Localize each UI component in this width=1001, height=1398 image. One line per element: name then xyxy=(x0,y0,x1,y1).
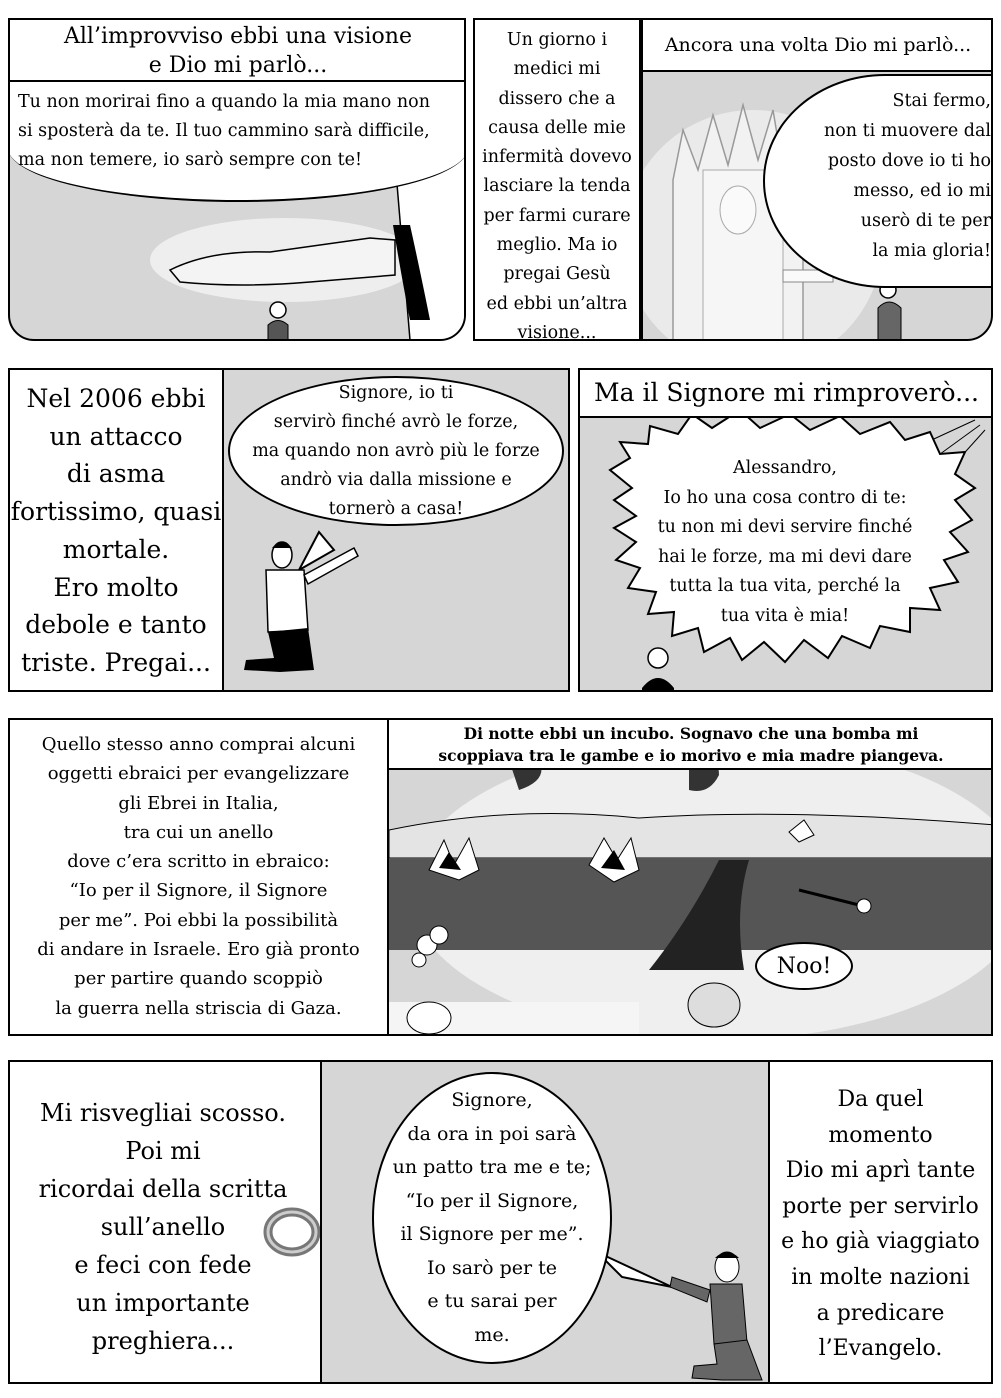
caption-line: Di notte ebbi un incubo. Sognavo che una bomba mi xyxy=(463,724,919,743)
caption-line: per farmi curare xyxy=(483,205,631,226)
panel-nightmare xyxy=(387,718,993,1036)
caption-line: l’Evangelo. xyxy=(818,1336,943,1362)
caption-line: visione... xyxy=(517,322,597,341)
caption-line: per partire quando scoppiò xyxy=(74,968,323,990)
speech-line: ma non temere, io sarò sempre con te! xyxy=(18,150,363,170)
panel-prayer-kneeling xyxy=(222,368,570,692)
caption-line: la guerra nella striscia di Gaza. xyxy=(55,997,342,1019)
caption-line: Mi risvegliai scosso. xyxy=(40,1099,286,1127)
caption-line: preghiera... xyxy=(91,1327,235,1355)
caption-line: medici mi xyxy=(513,59,601,80)
speech-line: da ora in poi sarà xyxy=(407,1122,577,1145)
caption-line: “Io per il Signore, il Signore xyxy=(69,880,328,902)
speech-line: andrò via dalla missione e xyxy=(280,469,512,490)
caption-line: mortale. xyxy=(62,534,170,564)
caption-line: in molte nazioni xyxy=(791,1264,970,1290)
speech-line: me. xyxy=(474,1323,510,1346)
speech-line: Alessandro, xyxy=(733,458,837,478)
speech-line: non ti muovere dal xyxy=(824,121,991,141)
ring-icon xyxy=(262,1202,322,1262)
panel-asthma-caption xyxy=(8,368,224,692)
caption-line: ed ebbi un’altra xyxy=(486,293,628,314)
panel-covenant-prayer xyxy=(320,1060,770,1384)
caption-line: Un giorno i xyxy=(506,30,608,50)
caption-line: e Dio mi parlò... xyxy=(148,53,328,78)
man-speech-bubble xyxy=(372,1072,612,1364)
caption-line: sull’anello xyxy=(100,1213,226,1241)
speech-line: “Io per il Signore, xyxy=(405,1189,579,1212)
caption-line: ricordai della scritta xyxy=(38,1175,288,1203)
caption-line: per me”. Poi ebbi la possibilità xyxy=(58,909,339,931)
caption-line: triste. Pregai... xyxy=(21,647,211,677)
speech-line: Stai fermo, xyxy=(892,91,991,111)
panel-doctors-caption xyxy=(473,18,641,341)
caption-line: dove c’era scritto in ebraico: xyxy=(67,851,330,873)
caption-line: un attacco xyxy=(49,421,183,451)
caption-line: dissero che a xyxy=(498,88,616,109)
caption-line: Quello stesso anno comprai alcuni xyxy=(41,734,356,755)
caption-line: oggetti ebraici per evangelizzare xyxy=(47,763,350,785)
speech-line: tornerò a casa! xyxy=(328,498,464,519)
mother-speech-bubble: Noo! xyxy=(755,942,853,990)
panel8-caption xyxy=(387,718,993,770)
speech-line: si sposterà da te. Il tuo cammino sarà difficile, xyxy=(18,121,430,141)
speech-line: un patto tra me e te; xyxy=(392,1156,592,1178)
caption-line: e ho già viaggiato xyxy=(781,1229,980,1255)
caption-line: di asma xyxy=(66,459,166,489)
panel1-caption xyxy=(8,18,466,82)
caption-line: Dio mi aprì tante xyxy=(785,1158,976,1184)
speech-line: il Signore per me”. xyxy=(400,1223,584,1245)
speech-line: Io sarò per te xyxy=(426,1256,557,1279)
panel-jewish-objects xyxy=(8,718,389,1036)
caption-line: tra cui un anello xyxy=(123,821,274,843)
speech-line: tu non mi devi servire finché xyxy=(657,517,913,537)
caption-line: scoppiava tra le gambe e io morivo e mia madre piangeva. xyxy=(438,746,944,765)
speech-line: la mia gloria! xyxy=(872,241,991,261)
caption-line: momento xyxy=(828,1122,933,1148)
speech-line: ma quando non avrò più le forze xyxy=(252,440,540,461)
speech-line: posto dove io ti ho xyxy=(827,151,991,171)
caption-line: Da quel xyxy=(837,1087,924,1112)
panel3-caption: Ancora una volta Dio mi parlò... xyxy=(641,18,993,72)
speech-line: e tu sarai per xyxy=(427,1290,557,1312)
speech-line: userò di te per xyxy=(860,211,991,231)
speech-line: Io ho una cosa contro di te: xyxy=(663,487,907,508)
caption-line: Ero molto xyxy=(53,572,179,602)
caption-line: causa delle mie xyxy=(488,117,626,138)
speech-line: hai le forze, ma mi devi dare xyxy=(658,546,912,567)
panel-awakening xyxy=(8,1060,322,1384)
caption-line: All’improvviso ebbi una visione xyxy=(63,24,412,49)
panel-rebuke xyxy=(578,368,993,692)
caption-line: di andare in Israele. Ero già pronto xyxy=(37,939,360,961)
panel-throne-vision xyxy=(641,18,993,341)
god-speech-bubble xyxy=(763,74,993,288)
panel-open-doors xyxy=(768,1060,993,1384)
caption-line: gli Ebrei in Italia, xyxy=(118,792,279,814)
caption-line: debole e tanto xyxy=(25,610,207,640)
caption-line: e feci con fede xyxy=(74,1251,252,1279)
caption-line: porte per servirlo xyxy=(782,1193,979,1219)
speech-line: tutta la tua vita, perché la xyxy=(669,576,901,596)
speech-line: Tu non morirai fino a quando la mia mano non xyxy=(18,92,430,112)
speech-line: Signore, io ti xyxy=(338,382,454,403)
man-speech-bubble xyxy=(228,376,564,526)
caption-line: Poi mi xyxy=(125,1137,201,1165)
speech-line: servirò finché avrò le forze, xyxy=(273,411,519,432)
god-speech-bubble xyxy=(8,82,466,202)
speech-line: tua vita è mia! xyxy=(720,605,850,626)
caption-line: infermità dovevo xyxy=(482,147,632,168)
caption-line: meglio. Ma io xyxy=(496,235,618,256)
panel6-caption: Ma il Signore mi rimproverò... xyxy=(578,368,993,418)
caption-line: un importante xyxy=(76,1289,250,1317)
caption-line: pregai Gesù xyxy=(503,264,611,285)
caption-line: fortissimo, quasi xyxy=(10,497,222,527)
caption-line: lasciare la tenda xyxy=(483,176,631,197)
speech-line: messo, ed io mi xyxy=(853,181,991,201)
caption-line: a predicare xyxy=(816,1300,945,1326)
caption-line: Nel 2006 ebbi xyxy=(26,384,206,413)
speech-line: Signore, xyxy=(451,1089,533,1111)
panel-vision-hand xyxy=(8,18,466,341)
